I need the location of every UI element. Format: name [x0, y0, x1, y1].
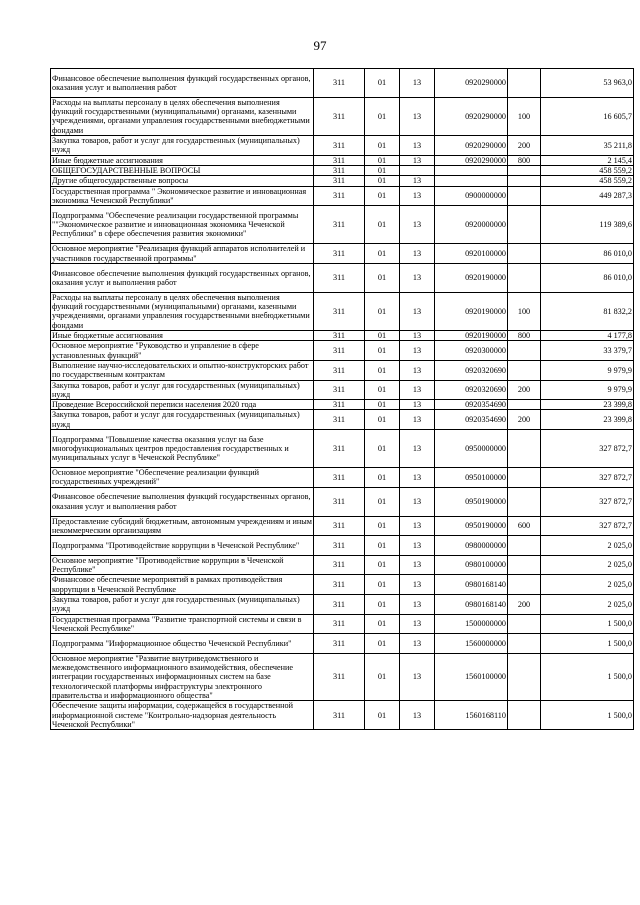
row-subsection: 13: [400, 487, 435, 516]
row-name: Выполнение научно-исследовательских и опытно-конструкторских работ по государственным контрактам: [51, 360, 314, 380]
row-amount: 35 211,8: [541, 136, 634, 156]
row-expense-type: [508, 536, 541, 556]
page-number: 97: [313, 38, 327, 53]
row-target-article: 0920290000: [435, 69, 508, 98]
row-name: Закупка товаров, работ и услуг для государственных (муниципальных) нужд: [51, 595, 314, 615]
table-row: [51, 555, 634, 575]
row-expense-type: 600: [508, 516, 541, 536]
table-row: [51, 341, 634, 361]
row-expense-type: [508, 206, 541, 244]
row-expense-type: [508, 634, 541, 654]
row-target-article: 0950000000: [435, 429, 508, 467]
row-target-article: 0920354690: [435, 400, 508, 410]
row-name: Закупка товаров, работ и услуг для государственных (муниципальных) нужд: [51, 136, 314, 156]
row-name: Проведение Всероссийской переписи населения 2020 года: [51, 400, 314, 410]
row-grbs: 311: [314, 360, 365, 380]
row-section: 01: [365, 165, 400, 175]
row-section: 01: [365, 555, 400, 575]
row-grbs: 311: [314, 555, 365, 575]
table-row: [51, 536, 634, 556]
row-target-article: 0920190000: [435, 331, 508, 341]
row-grbs: 311: [314, 487, 365, 516]
row-name: Подпрограмма "Противодействие коррупции в Чеченской Республике": [51, 536, 314, 556]
table-row: [51, 176, 634, 186]
row-expense-type: [508, 341, 541, 361]
row-target-article: 0980000000: [435, 536, 508, 556]
row-subsection: 13: [400, 400, 435, 410]
row-amount: 449 287,3: [541, 186, 634, 206]
row-section: 01: [365, 360, 400, 380]
row-subsection: 13: [400, 653, 435, 701]
row-grbs: 311: [314, 292, 365, 330]
table-row: [51, 165, 634, 175]
row-expense-type: 800: [508, 331, 541, 341]
row-amount: 81 832,2: [541, 292, 634, 330]
row-target-article: 0920320690: [435, 360, 508, 380]
row-section: 01: [365, 400, 400, 410]
table-row: [51, 410, 634, 430]
row-expense-type: 800: [508, 155, 541, 165]
row-section: 01: [365, 292, 400, 330]
row-target-article: 0920290000: [435, 97, 508, 135]
table-row: [51, 206, 634, 244]
row-amount: 2 025,0: [541, 595, 634, 615]
row-name: Иные бюджетные ассигнования: [51, 331, 314, 341]
row-subsection: 13: [400, 410, 435, 430]
row-grbs: 311: [314, 176, 365, 186]
table-row: [51, 634, 634, 654]
row-expense-type: 100: [508, 97, 541, 135]
row-grbs: 311: [314, 468, 365, 488]
row-grbs: 311: [314, 516, 365, 536]
row-target-article: 0920320690: [435, 380, 508, 400]
row-amount: 327 872,7: [541, 468, 634, 488]
row-grbs: 311: [314, 341, 365, 361]
row-target-article: 0900000000: [435, 186, 508, 206]
row-name: Основное мероприятие "Обеспечение реализации функций государственных учреждений": [51, 468, 314, 488]
row-target-article: 0950190000: [435, 516, 508, 536]
row-expense-type: [508, 263, 541, 292]
row-name: Основное мероприятие "Противодействие коррупции в Чеченской Республике": [51, 555, 314, 575]
row-expense-type: [508, 429, 541, 467]
row-subsection: 13: [400, 341, 435, 361]
row-expense-type: [508, 360, 541, 380]
row-name: Подпрограмма "Повышение качества оказания услуг на базе многофункциональных центров предоставления государственных и муниципальных услуг в Чеченской Республике": [51, 429, 314, 467]
row-amount: 327 872,7: [541, 516, 634, 536]
row-section: 01: [365, 575, 400, 595]
row-expense-type: [508, 487, 541, 516]
row-subsection: 13: [400, 263, 435, 292]
row-amount: 4 177,8: [541, 331, 634, 341]
row-section: 01: [365, 614, 400, 634]
row-name: Другие общегосударственные вопросы: [51, 176, 314, 186]
table-row: [51, 155, 634, 165]
table-row: [51, 575, 634, 595]
row-section: 01: [365, 516, 400, 536]
row-name: Подпрограмма "Информационное общество Чеченской Республики": [51, 634, 314, 654]
row-expense-type: [508, 176, 541, 186]
row-name: Основное мероприятие "Руководство и управление в сфере установленных функций": [51, 341, 314, 361]
row-grbs: 311: [314, 634, 365, 654]
table-row: [51, 97, 634, 135]
table-row: [51, 186, 634, 206]
row-amount: 86 010,0: [541, 244, 634, 264]
row-subsection: 13: [400, 155, 435, 165]
table-row: [51, 400, 634, 410]
row-section: 01: [365, 536, 400, 556]
row-expense-type: 200: [508, 136, 541, 156]
row-subsection: 13: [400, 536, 435, 556]
row-amount: 2 145,4: [541, 155, 634, 165]
row-name: Государственная программа " Экономическое развитие и инновационная экономика Чеченской Республики": [51, 186, 314, 206]
row-section: 01: [365, 380, 400, 400]
row-expense-type: [508, 400, 541, 410]
row-amount: 1 500,0: [541, 701, 634, 730]
table-row: [51, 487, 634, 516]
row-target-article: 0920000000: [435, 206, 508, 244]
row-amount: 23 399,8: [541, 410, 634, 430]
row-amount: 16 605,7: [541, 97, 634, 135]
row-grbs: 311: [314, 595, 365, 615]
row-amount: 1 500,0: [541, 634, 634, 654]
row-section: 01: [365, 487, 400, 516]
row-expense-type: 200: [508, 380, 541, 400]
row-subsection: 13: [400, 97, 435, 135]
row-name: Подпрограмма "Обеспечение реализации государственной программы ""Экономическое развитие и инновационная экономика Чеченской Республики" в сфере обеспечения развития экономики": [51, 206, 314, 244]
row-section: 01: [365, 410, 400, 430]
row-amount: 2 025,0: [541, 555, 634, 575]
row-name: Основное мероприятие "Развитие внутриведомственного и межведомственного информационного взаимодействия, обеспечение интеграции государственных информационных систем на базе технологической платформы инфраструктуры электронного правительства и информационного общества": [51, 653, 314, 701]
row-amount: 9 979,9: [541, 360, 634, 380]
row-subsection: 13: [400, 206, 435, 244]
row-grbs: 311: [314, 536, 365, 556]
row-grbs: 311: [314, 244, 365, 264]
table-row: [51, 292, 634, 330]
row-subsection: 13: [400, 186, 435, 206]
row-grbs: 311: [314, 653, 365, 701]
row-section: 01: [365, 429, 400, 467]
row-amount: 2 025,0: [541, 575, 634, 595]
row-amount: 1 500,0: [541, 653, 634, 701]
row-name: Финансовое обеспечение выполнения функций государственных органов, оказания услуг и выполнения работ: [51, 487, 314, 516]
row-expense-type: 200: [508, 410, 541, 430]
row-section: 01: [365, 331, 400, 341]
row-target-article: 0920290000: [435, 136, 508, 156]
row-name: Финансовое обеспечение выполнения функций государственных органов, оказания услуг и выполнения работ: [51, 263, 314, 292]
table-row: [51, 614, 634, 634]
row-amount: 9 979,9: [541, 380, 634, 400]
row-name: Государственная программа "Развитие транспортной системы и связи в Чеченской Республике": [51, 614, 314, 634]
row-amount: 2 025,0: [541, 536, 634, 556]
table-row: [51, 701, 634, 730]
row-section: 01: [365, 155, 400, 165]
table-row: [51, 136, 634, 156]
row-subsection: 13: [400, 331, 435, 341]
row-subsection: 13: [400, 701, 435, 730]
row-target-article: 0920190000: [435, 263, 508, 292]
row-grbs: 311: [314, 69, 365, 98]
row-target-article: 0980100000: [435, 555, 508, 575]
row-target-article: 0920300000: [435, 341, 508, 361]
row-subsection: 13: [400, 575, 435, 595]
row-target-article: 0950100000: [435, 468, 508, 488]
row-grbs: 311: [314, 165, 365, 175]
row-expense-type: [508, 244, 541, 264]
row-subsection: 13: [400, 429, 435, 467]
row-expense-type: [508, 165, 541, 175]
row-target-article: 1500000000: [435, 614, 508, 634]
row-expense-type: [508, 69, 541, 98]
row-target-article: 0980168140: [435, 575, 508, 595]
row-grbs: 311: [314, 380, 365, 400]
table-row: [51, 468, 634, 488]
table-row: [51, 331, 634, 341]
row-section: 01: [365, 69, 400, 98]
row-section: 01: [365, 176, 400, 186]
row-target-article: 0920354690: [435, 410, 508, 430]
table-row: [51, 429, 634, 467]
row-expense-type: [508, 186, 541, 206]
row-grbs: 311: [314, 331, 365, 341]
row-expense-type: [508, 575, 541, 595]
row-name: Расходы на выплаты персоналу в целях обеспечения выполнения функций государственными (муниципальными) органами, казенными учреждениями, органами управления государственными внебюджетными фондами: [51, 292, 314, 330]
row-subsection: [400, 165, 435, 175]
row-grbs: 311: [314, 263, 365, 292]
row-expense-type: [508, 555, 541, 575]
row-target-article: [435, 165, 508, 175]
row-name: Основное мероприятие "Реализация функций аппаратов исполнителей и участников государственной программы": [51, 244, 314, 264]
row-section: 01: [365, 468, 400, 488]
row-grbs: 311: [314, 206, 365, 244]
row-section: 01: [365, 244, 400, 264]
row-name: Предоставление субсидий бюджетным, автономным учреждениям и иным некоммерческим организациям: [52, 516, 312, 535]
row-grbs: 311: [314, 136, 365, 156]
row-section: 01: [365, 186, 400, 206]
table-row: [51, 244, 634, 264]
row-expense-type: 100: [508, 292, 541, 330]
row-name: Закупка товаров, работ и услуг для государственных (муниципальных) нужд: [51, 410, 314, 430]
row-section: 01: [365, 136, 400, 156]
row-subsection: 13: [400, 136, 435, 156]
row-target-article: 1560100000: [435, 653, 508, 701]
row-name: Обеспечение защиты информации, содержащейся в государственной информационной системе "Контрольно-надзорная деятельность Чеченской Республики": [51, 701, 314, 730]
row-subsection: 13: [400, 360, 435, 380]
row-target-article: 0920290000: [435, 155, 508, 165]
budget-table: [50, 68, 634, 730]
table-row: [51, 380, 634, 400]
row-amount: 327 872,7: [541, 487, 634, 516]
row-amount: 23 399,8: [541, 400, 634, 410]
row-target-article: 0950190000: [435, 487, 508, 516]
row-section: 01: [365, 341, 400, 361]
table-row: [51, 360, 634, 380]
row-expense-type: [508, 468, 541, 488]
row-section: 01: [365, 701, 400, 730]
row-name: Закупка товаров, работ и услуг для государственных (муниципальных) нужд: [51, 380, 314, 400]
row-grbs: 311: [314, 400, 365, 410]
row-section: 01: [365, 653, 400, 701]
row-amount: 33 379,7: [541, 341, 634, 361]
row-amount: 53 963,0: [541, 69, 634, 98]
row-amount: 86 010,0: [541, 263, 634, 292]
row-subsection: 13: [400, 176, 435, 186]
row-section: 01: [365, 206, 400, 244]
row-subsection: 13: [400, 292, 435, 330]
row-subsection: 13: [400, 595, 435, 615]
row-section: 01: [365, 595, 400, 615]
table-row: [51, 595, 634, 615]
row-amount: 458 559,2: [541, 176, 634, 186]
row-expense-type: [508, 614, 541, 634]
row-grbs: 311: [314, 410, 365, 430]
row-target-article: 0920190000: [435, 292, 508, 330]
row-grbs: 311: [314, 429, 365, 467]
row-amount: 458 559,2: [541, 165, 634, 175]
row-subsection: 13: [400, 516, 435, 536]
row-expense-type: 200: [508, 595, 541, 615]
row-name: Финансовое обеспечение мероприятий в рамках противодействия коррупции в Чеченской Республике: [51, 575, 314, 595]
row-subsection: 13: [400, 634, 435, 654]
row-subsection: 13: [400, 614, 435, 634]
row-subsection: 13: [400, 69, 435, 98]
row-expense-type: [508, 701, 541, 730]
table-row: [51, 263, 634, 292]
row-target-article: 0980168140: [435, 595, 508, 615]
row-subsection: 13: [400, 555, 435, 575]
row-expense-type: [508, 653, 541, 701]
row-section: 01: [365, 634, 400, 654]
row-target-article: 1560168110: [435, 701, 508, 730]
row-target-article: 1560000000: [435, 634, 508, 654]
table-row: [51, 516, 634, 536]
row-section: 01: [365, 263, 400, 292]
row-amount: 119 389,6: [541, 206, 634, 244]
row-grbs: 311: [314, 614, 365, 634]
row-grbs: 311: [314, 97, 365, 135]
row-subsection: 13: [400, 244, 435, 264]
row-name: Финансовое обеспечение выполнения функций государственных органов, оказания услуг и выполнения работ: [51, 69, 314, 98]
row-amount: 327 872,7: [541, 429, 634, 467]
row-name: ОБЩЕГОСУДАРСТВЕННЫЕ ВОПРОСЫ: [51, 165, 314, 175]
row-grbs: 311: [314, 575, 365, 595]
row-subsection: 13: [400, 468, 435, 488]
row-name: Иные бюджетные ассигнования: [51, 155, 314, 165]
row-amount: 1 500,0: [541, 614, 634, 634]
row-target-article: [435, 176, 508, 186]
table-row: [51, 653, 634, 701]
row-grbs: 311: [314, 701, 365, 730]
row-grbs: 311: [314, 155, 365, 165]
table-row: [51, 69, 634, 98]
row-section: 01: [365, 97, 400, 135]
row-grbs: 311: [314, 186, 365, 206]
row-target-article: 0920100000: [435, 244, 508, 264]
row-subsection: 13: [400, 380, 435, 400]
row-name: Расходы на выплаты персоналу в целях обеспечения выполнения функций государственными (муниципальными) органами, казенными учреждениями, органами управления государственными внебюджетными фондами: [51, 97, 314, 135]
